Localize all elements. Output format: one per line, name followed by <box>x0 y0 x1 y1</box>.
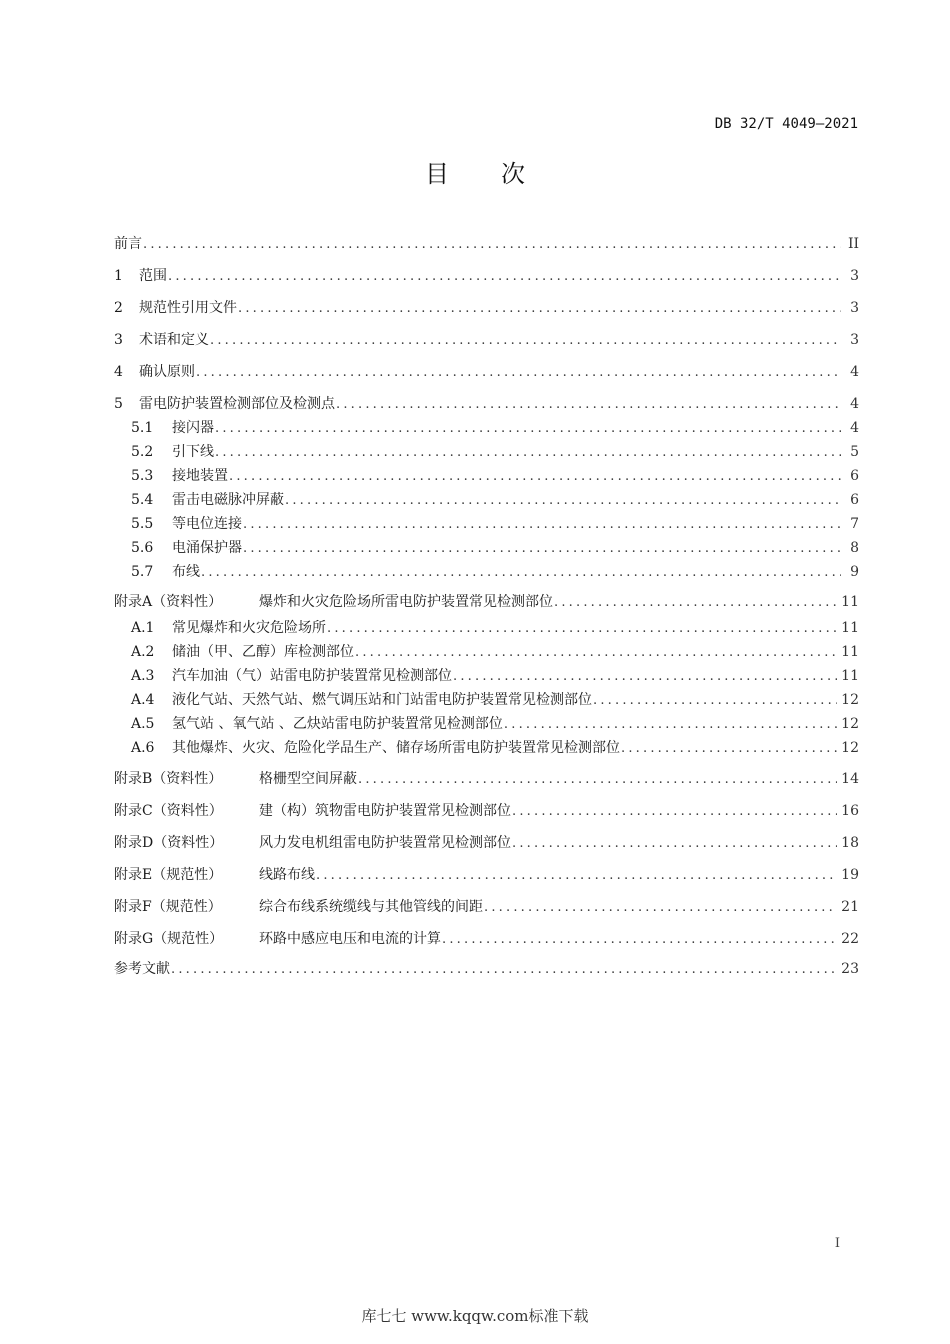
toc-entry-page: 3 <box>850 268 859 284</box>
toc-entry-label: 建（构）筑物雷电防护装置常见检测部位 <box>259 803 511 819</box>
toc-entry[interactable] <box>114 267 859 286</box>
dot-leader <box>554 594 837 612</box>
toc-entry-page: 11 <box>841 620 859 636</box>
page-title <box>0 154 950 189</box>
dot-leader <box>196 364 841 382</box>
toc-entry-number: A.6 <box>131 740 155 756</box>
toc-entry-number: 5.2 <box>131 444 154 460</box>
dot-leader <box>327 620 837 638</box>
toc-entry-page: 3 <box>850 332 859 348</box>
toc-entry-page: 21 <box>841 899 859 915</box>
dot-leader <box>210 332 841 350</box>
toc-entry-label: 前言 <box>114 236 142 252</box>
dot-leader <box>621 740 837 758</box>
toc-entry-page: II <box>847 236 859 252</box>
toc-entry-page: 3 <box>850 300 859 316</box>
toc-entry-label: 常见爆炸和火灾危险场所 <box>172 620 326 636</box>
toc-entry-number: A.3 <box>131 668 155 684</box>
toc-entry-label: 雷击电磁脉冲屏蔽 <box>172 492 284 508</box>
page-number: I <box>834 1236 840 1251</box>
toc-entry-label: 范围 <box>139 268 167 284</box>
toc-entry-label: 储油（甲、乙醇）库检测部位 <box>172 644 354 660</box>
toc-entry-number: 5.7 <box>131 564 154 580</box>
toc-entry[interactable] <box>131 419 859 438</box>
toc-entry-page: 11 <box>841 594 859 610</box>
toc-entry-page: 11 <box>841 668 859 684</box>
toc-entry-number: 4 <box>114 364 123 380</box>
dot-leader <box>168 268 841 286</box>
toc-entry-number: A.1 <box>131 620 155 636</box>
toc-entry[interactable] <box>131 491 859 510</box>
toc-entry-page: 12 <box>841 740 859 756</box>
toc-entry[interactable] <box>131 443 859 462</box>
toc-entry-page: 8 <box>850 540 859 556</box>
toc-entry-number: 5.4 <box>131 492 154 508</box>
dot-leader <box>512 835 837 853</box>
toc-entry-number: 5 <box>114 396 123 412</box>
toc-entry-label: 汽车加油（气）站雷电防护装置常见检测部位 <box>172 668 452 684</box>
toc-entry-page: 4 <box>850 364 859 380</box>
toc-entry-label: 电涌保护器 <box>172 540 242 556</box>
toc-entry-page: 16 <box>841 803 859 819</box>
toc-entry-page: 7 <box>850 516 859 532</box>
dot-leader <box>484 899 837 917</box>
toc-entry[interactable] <box>114 331 859 350</box>
toc-entry-label: 氢气站 、氧气站 、乙炔站雷电防护装置常见检测部位 <box>172 716 503 732</box>
toc-entry-label: 综合布线系统缆线与其他管线的间距 <box>259 899 483 915</box>
toc-entry-label: 术语和定义 <box>139 332 209 348</box>
toc-entry-label: 规范性引用文件 <box>139 300 237 316</box>
toc-entry-page: 23 <box>841 961 859 977</box>
toc-entry[interactable] <box>114 299 859 318</box>
toc-entry-label: 接闪器 <box>172 420 214 436</box>
dot-leader <box>355 644 837 662</box>
toc-entry-number: 附录C（资料性） <box>114 803 223 819</box>
toc-entry-page: 6 <box>850 468 859 484</box>
footer-watermark: 库七七 www.kqqw.com标准下载 <box>361 1307 589 1325</box>
toc-entry[interactable] <box>114 770 859 789</box>
toc-entry[interactable] <box>114 834 859 853</box>
toc-entry[interactable] <box>131 619 859 638</box>
toc-entry-number: 5.3 <box>131 468 154 484</box>
dot-leader <box>512 803 837 821</box>
dot-leader <box>336 396 841 414</box>
toc-entry-label: 引下线 <box>172 444 214 460</box>
toc-entry[interactable] <box>114 593 859 612</box>
standard-number: DB 32/T 4049—2021 <box>714 116 858 132</box>
toc-entry[interactable] <box>114 395 859 414</box>
toc-entry-label: 液化气站、天然气站、燃气调压站和门站雷电防护装置常见检测部位 <box>172 692 592 708</box>
toc-entry-page: 5 <box>850 444 859 460</box>
dot-leader <box>453 668 837 686</box>
dot-leader <box>316 867 837 885</box>
title-char-1: 目 <box>425 160 449 188</box>
toc-entry-number: A.2 <box>131 644 155 660</box>
toc-entry[interactable] <box>114 802 859 821</box>
dot-leader <box>229 468 841 486</box>
toc-entry-number: 附录G（规范性） <box>114 931 224 947</box>
toc-entry-label: 确认原则 <box>139 364 195 380</box>
toc-entry-page: 14 <box>841 771 859 787</box>
toc-entry-page: 22 <box>841 931 859 947</box>
toc-entry-page: 6 <box>850 492 859 508</box>
toc-entry-number: A.5 <box>131 716 155 732</box>
dot-leader <box>442 931 837 949</box>
dot-leader <box>238 300 841 318</box>
toc-entry[interactable] <box>131 563 859 582</box>
toc-entry-page: 12 <box>841 716 859 732</box>
toc-entry-page: 19 <box>841 867 859 883</box>
toc-entry-number: 附录E（规范性） <box>114 867 223 883</box>
toc-entry-number: A.4 <box>131 692 155 708</box>
toc-entry[interactable] <box>114 898 859 917</box>
toc-entry-number: 5.1 <box>131 420 154 436</box>
toc-entry-number: 附录B（资料性） <box>114 771 223 787</box>
toc-entry-label: 爆炸和火灾危险场所雷电防护装置常见检测部位 <box>259 594 553 610</box>
toc-entry[interactable] <box>131 467 859 486</box>
toc-entry-label: 格栅型空间屏蔽 <box>259 771 357 787</box>
toc-entry-label: 布线 <box>172 564 200 580</box>
toc-entry[interactable] <box>131 739 859 758</box>
toc-entry-page: 4 <box>850 396 859 412</box>
toc-entry-label: 线路布线 <box>259 867 315 883</box>
toc-entry-page: 9 <box>850 564 859 580</box>
toc-entry[interactable] <box>114 866 859 885</box>
toc-entry-page: 4 <box>850 420 859 436</box>
toc-entry-number: 3 <box>114 332 123 348</box>
toc-entry-label: 等电位连接 <box>172 516 242 532</box>
toc-entry-label: 参考文献 <box>114 961 170 977</box>
toc-entry-label: 其他爆炸、火灾、危险化学品生产、储存场所雷电防护装置常见检测部位 <box>172 740 620 756</box>
toc-entry[interactable] <box>131 691 859 710</box>
toc-entry[interactable] <box>114 930 859 949</box>
dot-leader <box>285 492 841 510</box>
toc-entry[interactable] <box>114 235 859 254</box>
toc-entry-label: 接地装置 <box>172 468 228 484</box>
toc-entry[interactable] <box>131 515 859 534</box>
toc-entry[interactable] <box>114 960 859 979</box>
toc-entry[interactable] <box>131 539 859 558</box>
toc-entry-page: 11 <box>841 644 859 660</box>
dot-leader <box>201 564 841 582</box>
toc-entry[interactable] <box>131 715 859 734</box>
toc-entry[interactable] <box>131 643 859 662</box>
dot-leader <box>215 444 841 462</box>
toc-entry[interactable] <box>114 363 859 382</box>
dot-leader <box>243 516 841 534</box>
toc-entry-number: 5.6 <box>131 540 154 556</box>
dot-leader <box>143 236 841 254</box>
toc-entry-page: 18 <box>841 835 859 851</box>
toc-entry-number: 2 <box>114 300 123 316</box>
toc-entry-label: 风力发电机组雷电防护装置常见检测部位 <box>259 835 511 851</box>
toc-entry-number: 附录A（资料性） <box>114 594 223 610</box>
dot-leader <box>171 961 837 979</box>
toc-entry-number: 附录F（规范性） <box>114 899 222 915</box>
dot-leader <box>358 771 837 789</box>
dot-leader <box>215 420 841 438</box>
dot-leader <box>504 716 837 734</box>
dot-leader <box>243 540 841 558</box>
toc-entry-label: 雷电防护装置检测部位及检测点 <box>139 396 335 412</box>
toc-entry-label: 环路中感应电压和电流的计算 <box>259 931 441 947</box>
title-char-2: 次 <box>501 160 525 188</box>
toc-entry-number: 附录D（资料性） <box>114 835 224 851</box>
toc-entry[interactable] <box>131 667 859 686</box>
toc-entry-number: 1 <box>114 268 123 284</box>
toc-entry-page: 12 <box>841 692 859 708</box>
toc-entry-number: 5.5 <box>131 516 154 532</box>
dot-leader <box>593 692 837 710</box>
